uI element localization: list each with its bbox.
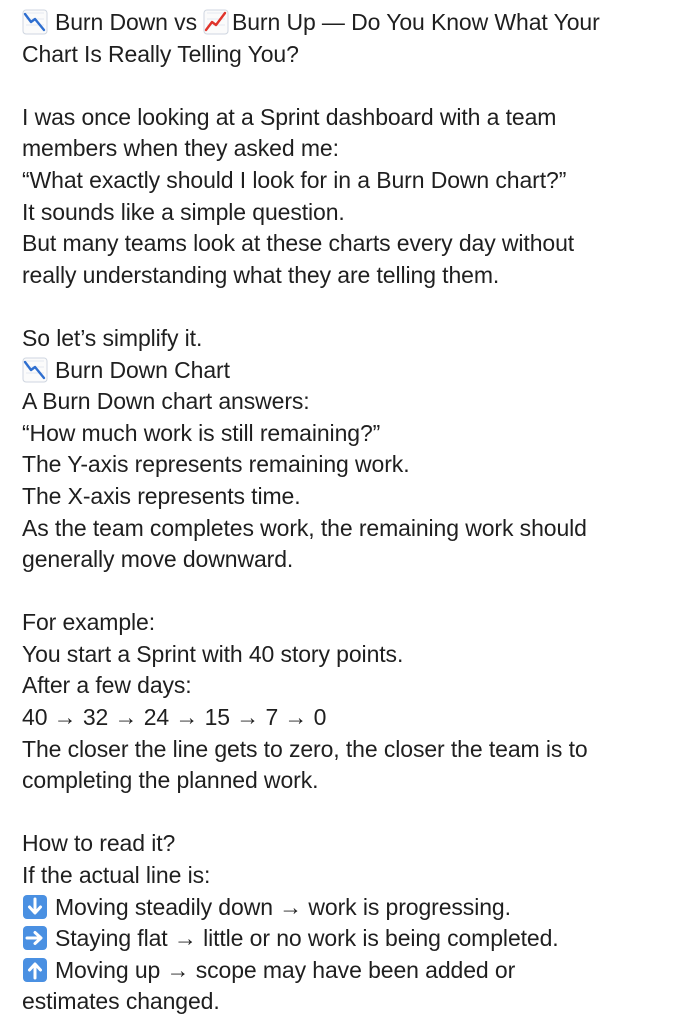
definition-line: The Y-axis represents remaining work. [22, 451, 410, 478]
intro-line: I was once looking at a Sprint dashboard with a team [22, 103, 557, 130]
definition-line: The X-axis represents time. [22, 482, 301, 509]
example-line: After a few days: [22, 672, 192, 699]
intro-line: members when they asked me: [22, 135, 339, 162]
example-line: For example: [22, 609, 156, 636]
simplify-line: So let’s simplify it. [22, 324, 203, 351]
up-arrow-icon [22, 957, 48, 983]
definition-line: As the team completes work, the remaining work should [22, 514, 587, 541]
post-title-line-2: Chart Is Really Telling You? [22, 40, 299, 67]
post-body [22, 7, 662, 1018]
last-line: estimates changed. [22, 988, 220, 1015]
definition-line: “How much work is still remaining?” [22, 419, 381, 446]
example-sequence: 40 → 32 → 24 → 15 → 7 → 0 [22, 704, 327, 731]
right-arrow-icon [22, 925, 48, 951]
section-heading [22, 355, 662, 387]
definition-line: A Burn Down chart answers: [22, 388, 310, 415]
bullet-text: Moving steadily down → work is progressing. [55, 893, 511, 920]
intro-line: really understanding what they are telling them. [22, 261, 500, 288]
bullet-text: Staying flat → little or no work is being completed. [55, 925, 559, 952]
post-title-part-2: Burn Up — Do You Know What Your [231, 9, 600, 35]
post-title-part-1: Burn Down vs [55, 9, 197, 35]
definition-line: generally move downward. [22, 546, 294, 573]
how-to-read-line: If the actual line is: [22, 862, 211, 889]
example-line: completing the planned work. [22, 767, 319, 794]
bullet-item [22, 955, 662, 987]
intro-line: But many teams look at these charts every day without [22, 230, 575, 257]
chart-increasing-icon [203, 9, 229, 35]
example-line: The closer the line gets to zero, the closer the team is to [22, 735, 588, 762]
intro-line: “What exactly should I look for in a Burn Down chart?” [22, 166, 567, 193]
example-line: You start a Sprint with 40 story points. [22, 640, 404, 667]
intro-line: It sounds like a simple question. [22, 198, 345, 225]
how-to-read-line: How to read it? [22, 830, 176, 857]
down-arrow-icon [22, 894, 48, 920]
bullet-item [22, 892, 662, 924]
bullet-item [22, 923, 662, 955]
section-heading-text: Burn Down Chart [55, 356, 230, 383]
bullet-text: Moving up → scope may have been added or [55, 956, 516, 983]
chart-decreasing-icon [22, 357, 48, 383]
post-title-line-1 [22, 7, 662, 39]
chart-decreasing-icon [22, 9, 48, 35]
